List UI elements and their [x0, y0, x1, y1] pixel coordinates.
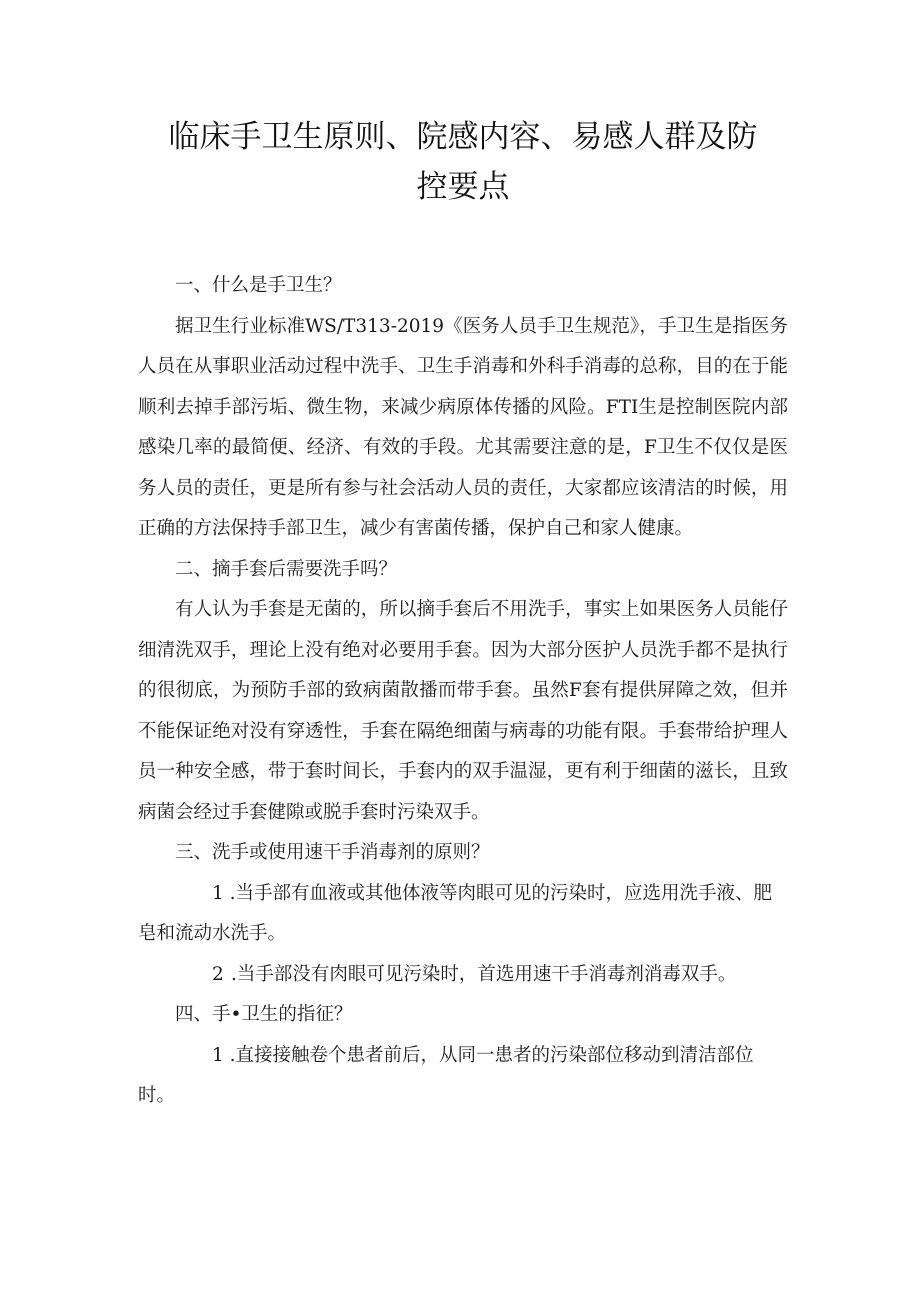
list-item-text: .直接接触卷个患者前后，从同一患者的污染部位移动到清洁部位时。 — [138, 1044, 754, 1106]
section-paragraph-2: 有人认为手套是无菌的，所以摘手套后不用洗手，事实上如果医务人员能仔细清洗双手，理论上没有绝对必要用手套。因为大部分医护人员洗手都不是执行的很彻底，为预防手部的致病菌散播而带手套。虽然F套有提供屏障之效，但并不能保证绝对没有穿透性，手套在隔绝细菌与病毒的功能有限。手套带给护理人员一种安全感，带于套时间长，手套内的双手温湿，更有利于细菌的滋长，且致病菌会经过手套健隙或脱手套时污染双手。 — [138, 599, 788, 823]
list-item-text: .当手部没有肉眼可见污染时，首选用速干手消毒剂消毒双手。 — [231, 963, 737, 985]
section-paragraph-1: 据卫生行业标准WS/T313-2019《医务人员手卫生规范》，手卫生是指医务人员在从事职业活动过程中洗手、卫生手消毒和外科手消毒的总称，目的在于能顺利去掉手部污垢、微生物，来减少病原体传播的风险。FTI生是控制医院内部感染几率的最简便、经济、有效的手段。尤其需要注意的是，F卫生不仅仅是医务人员的责任，更是所有参与社会活动人员的责任，大家都应该清洁的时候，用正确的方法保持手部卫生，减少有害菌传播，保护自己和家人健康。 — [138, 315, 788, 539]
list-item-number: 2 — [212, 963, 224, 985]
document-title — [138, 0, 788, 212]
list-item-number: 1 — [212, 1044, 224, 1066]
section-heading-1: 一、什么是手卫生？ — [175, 275, 342, 296]
section-heading-2: 二、摘手套后需要洗手吗？ — [175, 558, 398, 580]
list-item — [138, 955, 788, 996]
list-item — [138, 1036, 788, 1117]
section-heading-3: 三、洗手或使用速干手消毒剂的原则？ — [175, 842, 490, 863]
title-line-1: 临床手卫生原则、院感内容、易感人群及防 — [168, 119, 758, 155]
title-line-2: 控要点 — [416, 169, 510, 205]
list-item — [138, 874, 788, 955]
list-item-text: .当手部有血液或其他体液等肉眼可见的污染时，应选用洗手液、肥皂和流动水洗手。 — [138, 882, 773, 944]
section-heading-4: 四、手•卫生的指征？ — [175, 1004, 353, 1025]
list-item-number: 1 — [212, 882, 224, 904]
document-body — [138, 266, 788, 1117]
